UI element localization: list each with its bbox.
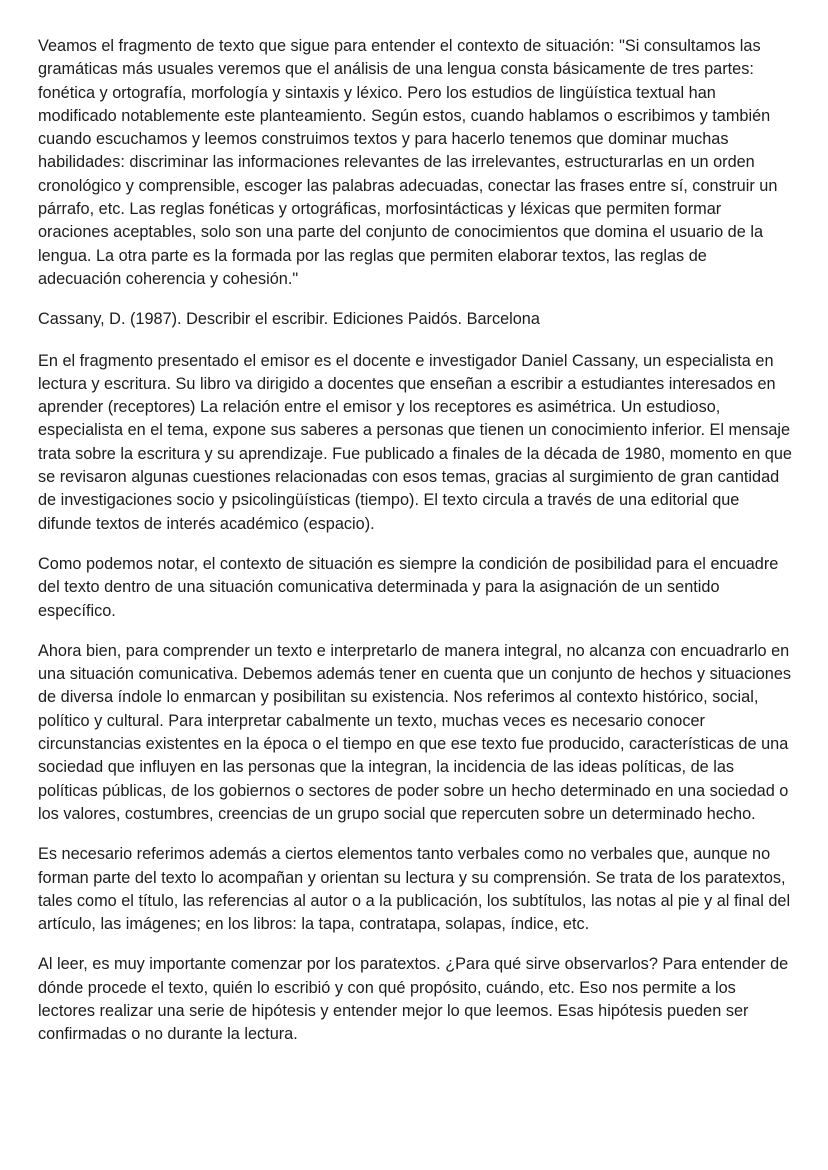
paragraph-paratextos: Es necesario referimos además a ciertos elementos tanto verbales como no verbales que, aunque no forman parte del texto lo acompañan y orientan su lectura y su comprensión. Se trata de los paratextos, tales como el título, las referencias al autor o a la publicación, los subtítulos, las notas al pie y al final del artículo, las imágenes; en los libros: la tapa, contratapa, solapas, índice, etc. [38, 845, 791, 934]
paragraph-quote-intro: Veamos el fragmento de texto que sigue para entender el contexto de situación: "Si consultamos las gramáticas más usuales veremos que el análisis de una lengua consta básicamente de tres partes: fonética y ortografía, morfología y sintaxis y léxico. Pero los estudios de lingüística textual han modificado notablemente este planteamiento. Según estos, cuando hablamos o escribimos y también cuando escuchamos y leemos construimos textos y para hacerlo tenemos que dominar muchas habilidades: discriminar las informaciones relevantes de las irrelevantes, estructurarlas en un orden cronológico y comprensible, escoger las palabras adecuadas, conectar las frases entre sí, construir un párrafo, etc. Las reglas fonéticas y ortográficas, morfosintácticas y léxicas que permiten formar oraciones aceptables, solo son una parte del conjunto de conocimientos que domina el usuario de la lengua. La otra parte es la formada por las reglas que permiten elaborar textos, las reglas de adecuación coherencia y cohesión." [38, 37, 778, 288]
paragraph-citation: Cassany, D. (1987). Describir el escribir. Ediciones Paidós. Barcelona [38, 310, 540, 329]
paragraph-contexto-situacion: Como podemos notar, el contexto de situación es siempre la condición de posibilidad para el encuadre del texto dentro de una situación comunicativa determinada y para la asignación de un sentido específico. [38, 554, 779, 620]
paragraph-contexto-historico: Ahora bien, para comprender un texto e interpretarlo de manera integral, no alcanza con encuadrarlo en una situación comunicativa. Debemos además tener en cuenta que un conjunto de hechos y situaciones de diversa índole lo enmarcan y posibilitan su existencia. Nos referimos al contexto histórico, social, político y cultural. Para interpretar cabalmente un texto, muchas veces es necesario conocer circunstancias existentes en la época o el tiempo en que ese texto fue producido, características de una sociedad que influyen en las personas que la integran, la incidencia de las ideas políticas, de las políticas públicas, de los gobiernos o sectores de poder sobre un hecho determinado en una sociedad o los valores, costumbres, creencias de un grupo social que repercuten sobre un determinado hecho. [38, 641, 792, 823]
document-page [38, 35, 794, 1064]
paragraph-lectura-paratextos: Al leer, es muy importante comenzar por los paratextos. ¿Para qué sirve observarlos? Para entender de dónde procede el texto, quién lo escribió y con qué propósito, cuándo, etc. Eso nos permite a los lectores realizar una serie de hipótesis y entender mejor lo que leemos. Esas hipótesis pueden ser confirmadas o no durante la lectura. [38, 955, 789, 1044]
paragraph-emisor-analysis: En el fragmento presentado el emisor es el docente e investigador Daniel Cassany, un especialista en lectura y escritura. Su libro va dirigido a docentes que enseñan a escribir a estudiantes interesados en aprender (receptores) La relación entre el emisor y los receptores es asimétrica. Un estudioso, especialista en el tema, expone sus saberes a personas que tienen un conocimiento inferior. El mensaje trata sobre la escritura y su aprendizaje. Fue publicado a finales de la década de 1980, momento en que se revisaron algunas cuestiones relacionadas con esos temas, gracias al surgimiento de gran cantidad de investigaciones socio y psicolingüísticas (tiempo). El texto circula a través de una editorial que difunde textos de interés académico (espacio). [38, 351, 792, 533]
